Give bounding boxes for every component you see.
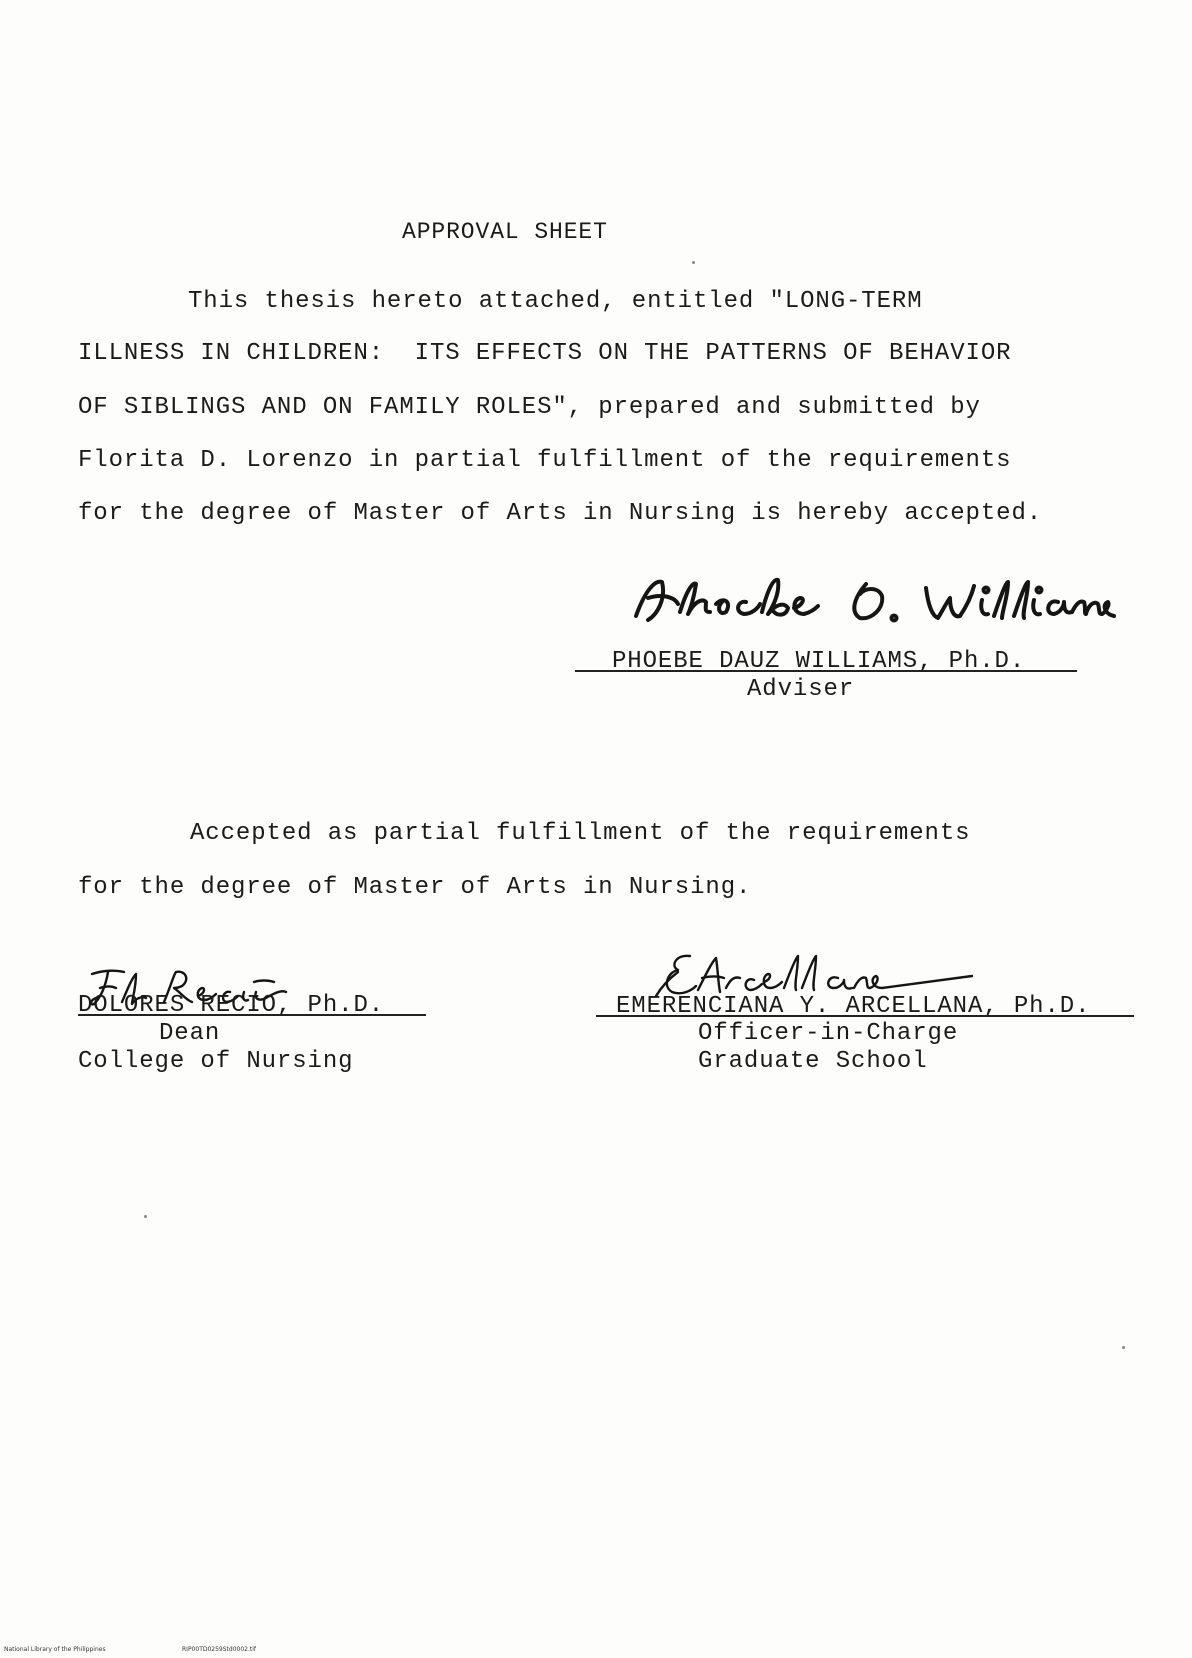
paragraph2-line-2: for the degree of Master of Arts in Nursing. — [78, 874, 752, 901]
paragraph2-line-1: Accepted as partial fulfillment of the requirements — [190, 820, 971, 847]
paragraph1-line-1: This thesis hereto attached, entitled "LONG-TERM — [188, 288, 923, 315]
adviser-role: Adviser — [747, 676, 855, 703]
paragraph1-line-3: OF SIBLINGS AND ON FAMILY ROLES", prepared and submitted by — [78, 394, 981, 421]
scan-speck — [144, 1215, 147, 1218]
dean-role: Dean — [159, 1020, 221, 1047]
officer-name: EMERENCIANA Y. ARCELLANA, Ph.D. — [616, 993, 1091, 1020]
scan-speck — [1122, 1346, 1125, 1349]
paragraph1-line-4: Florita D. Lorenzo in partial fulfillment of the requirements — [78, 447, 1012, 474]
adviser-signature — [628, 568, 1118, 638]
dean-name: DOLORES RECIO, Ph.D. — [78, 992, 385, 1019]
footer-library: National Library of the Philippines — [4, 1646, 106, 1653]
officer-role: Officer-in-Charge — [698, 1020, 959, 1047]
dean-unit: College of Nursing — [78, 1048, 354, 1075]
paragraph1-line-5: for the degree of Master of Arts in Nursing is hereby accepted. — [78, 500, 1043, 527]
scan-speck — [692, 261, 695, 264]
paragraph1-line-2: ILLNESS IN CHILDREN: ITS EFFECTS ON THE PATTERNS OF BEHAVIOR — [78, 340, 1012, 367]
officer-unit: Graduate School — [698, 1048, 928, 1075]
adviser-name: PHOEBE DAUZ WILLIAMS, Ph.D. — [612, 648, 1026, 675]
footer-file: RIP00TD0259Std0002.tif — [182, 1646, 257, 1653]
page-title: APPROVAL SHEET — [402, 219, 608, 245]
